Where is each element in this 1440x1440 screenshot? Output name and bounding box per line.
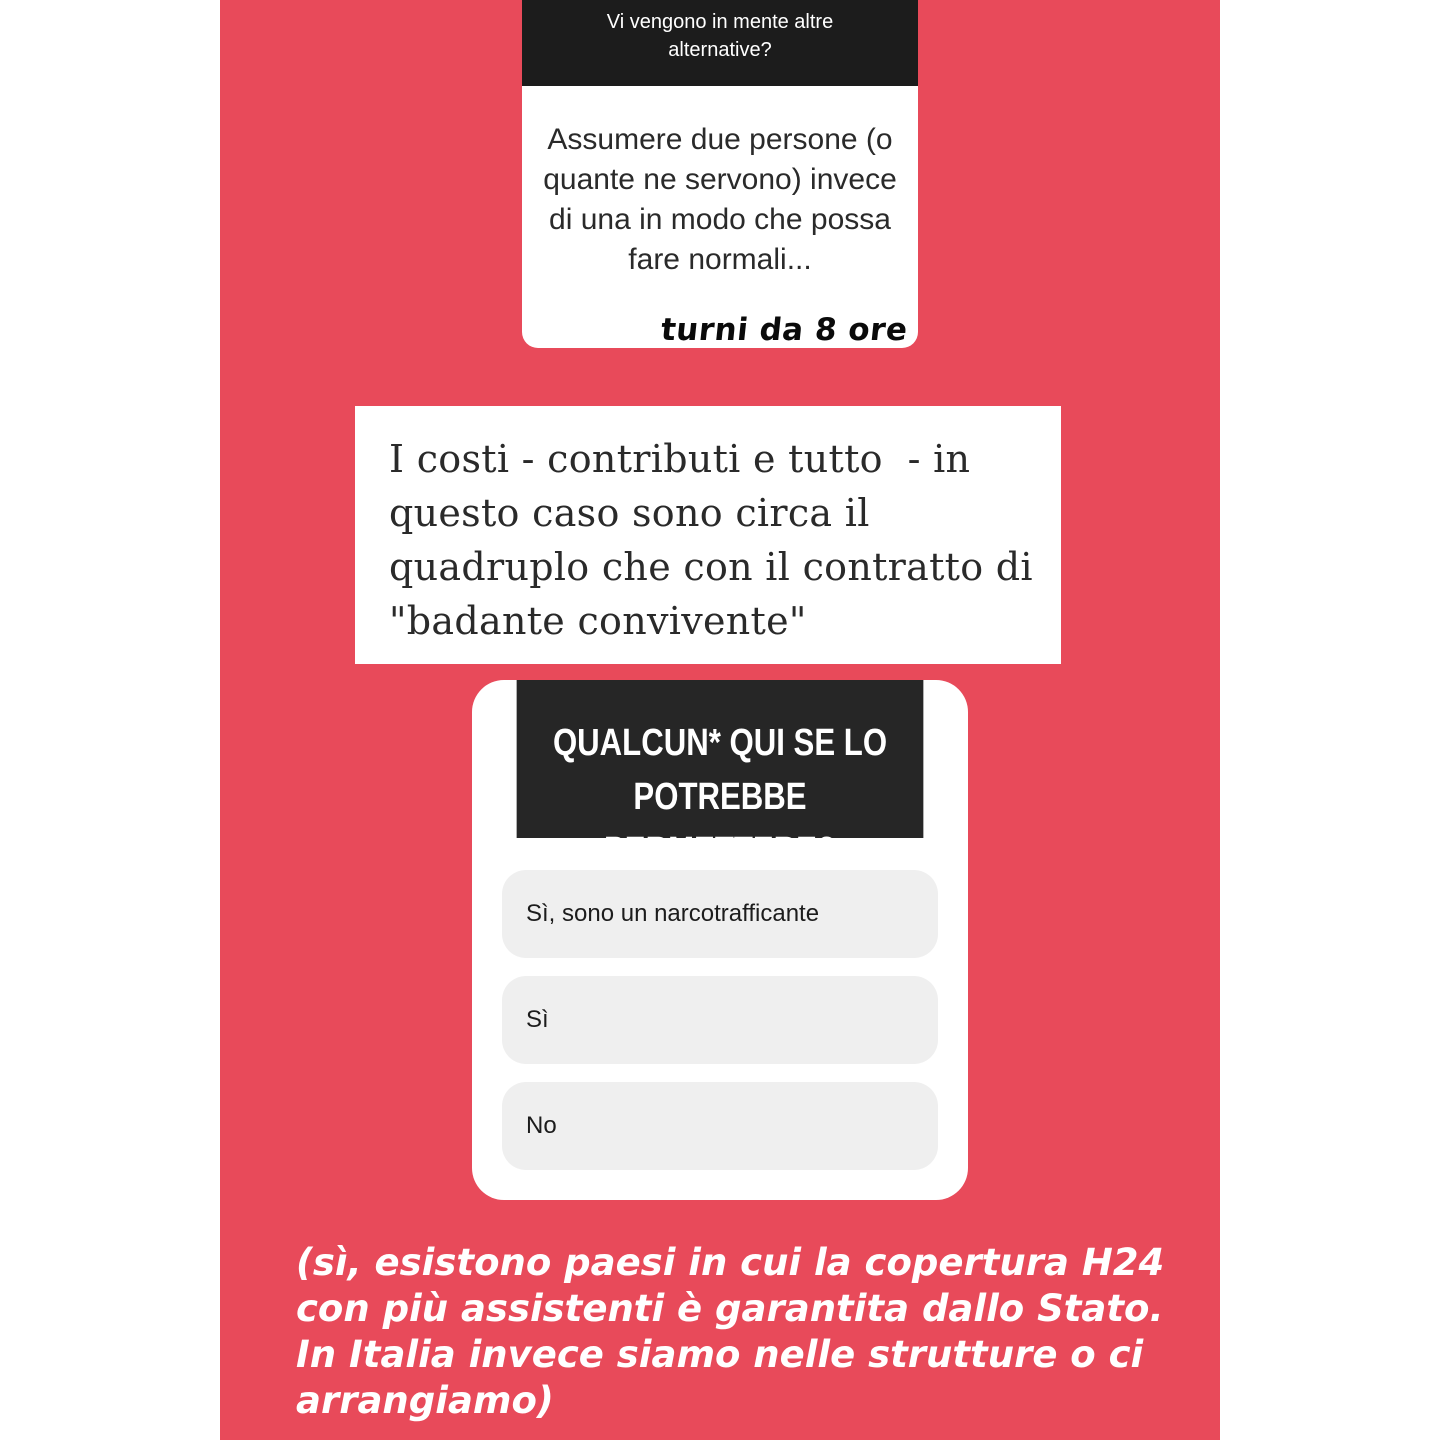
poll-option-label: No	[526, 1112, 557, 1139]
text-card: I costi - contributi e tutto - in questo caso sono circa il quadruplo che con il contratto di "badante convivente"	[355, 406, 1061, 664]
question-sticker-answer: Assumere due persone (o quante ne servono) invece di una in modo che possa fare normali...	[543, 123, 897, 276]
question-sticker-question: Vi vengono in mente altre alternative?	[522, 0, 918, 86]
poll-sticker	[472, 680, 968, 1200]
caption-text: (sì, esistono paesi in cui la copertura H24 con più assistenti è garantita dallo Stato. In Italia invece siamo nelle strutture o ci arrangiamo)	[296, 1241, 1165, 1422]
poll-question	[517, 680, 924, 872]
poll-option-no[interactable]	[502, 1082, 938, 1170]
poll-option-si[interactable]	[502, 976, 938, 1064]
poll-option-narcotrafficante[interactable]	[502, 870, 938, 958]
overlay-text: turni da 8 ore	[659, 312, 910, 348]
poll-option-label: Sì, sono un narcotrafficante	[526, 900, 820, 927]
story-canvas	[220, 0, 1220, 1440]
poll-option-label: Sì	[526, 1006, 549, 1033]
question-sticker	[522, 0, 918, 348]
poll-question-line-1: QUALCUN* QUI SE LO	[552, 722, 888, 764]
poll-question-line-2: POTREBBE PERMETTERE?	[604, 776, 836, 872]
poll-options	[472, 838, 968, 1170]
